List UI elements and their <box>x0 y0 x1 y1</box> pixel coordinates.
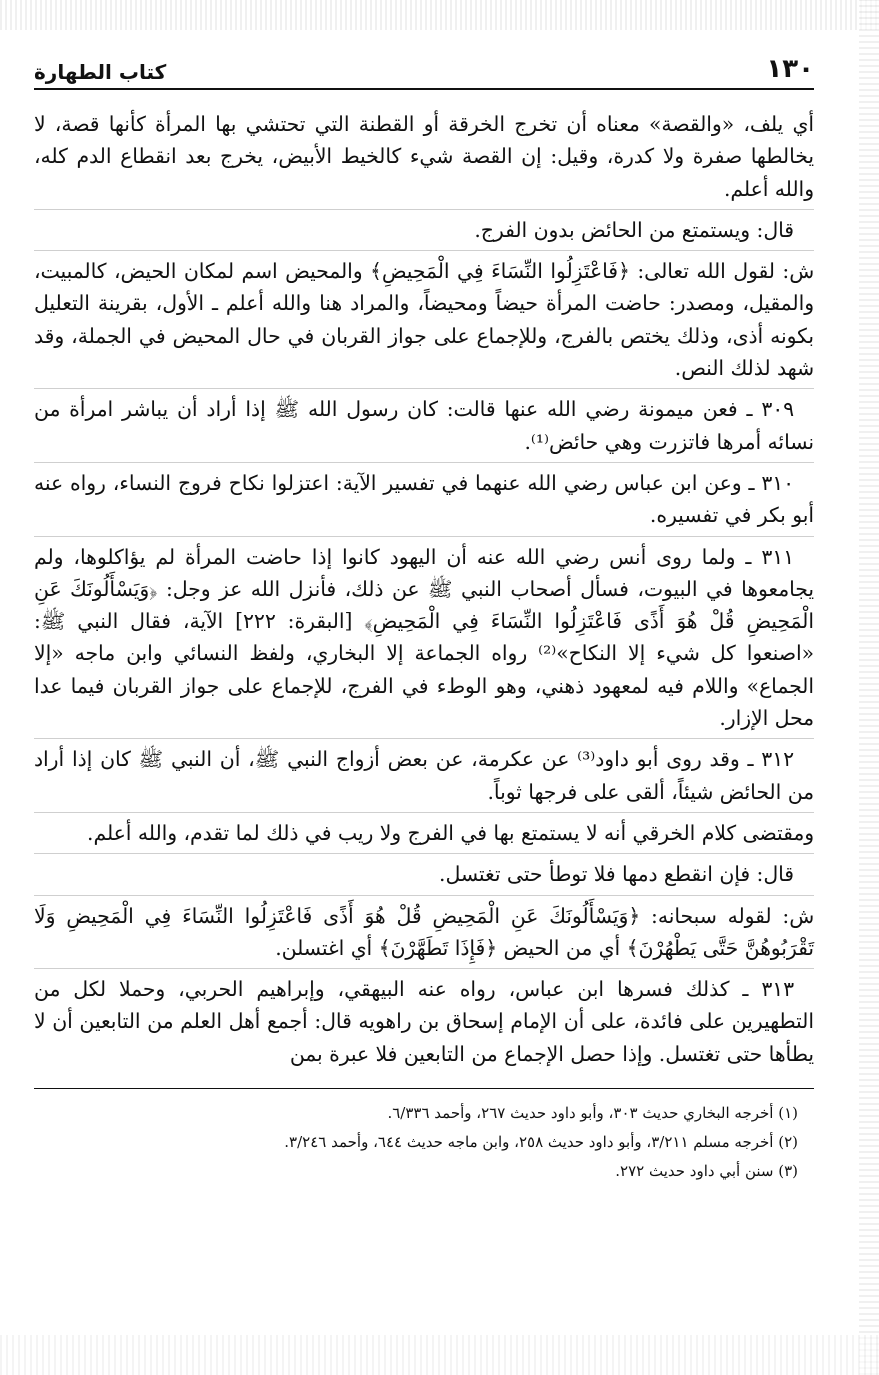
paragraph: قال: ويستمتع من الحائض بدون الفرج. <box>34 209 814 250</box>
page-body <box>34 108 814 1074</box>
paragraph: قال: فإن انقطع دمها فلا توطأ حتى تغتسل. <box>34 853 814 894</box>
footnote: (١) أخرجه البخاري حديث ٣٠٣، وأبو داود حديث ٢٦٧، وأحمد ٦/٣٣٦. <box>387 1104 798 1123</box>
page-number: ١٣٠ <box>766 54 814 84</box>
paragraph: ٣١١ ـ ولما روى أنس رضي الله عنه أن اليهود كانوا إذا حاضت المرأة لم يؤاكلوها، ولم يجامعوها في البيوت، فسأل أصحاب النبي ﷺ عن ذلك، فأنزل الله عز وجل: ﴿وَيَسْأَلُونَكَ عَنِ الْمَحِيضِ قُلْ هُوَ أَذًى فَاعْتَزِلُوا النِّسَاءَ فِي الْمَحِيضِ﴾ [البقرة: ٢٢٢] الآية، فقال النبي ﷺ: «اصنعوا كل شيء إلا النكاح»⁽²⁾ رواه الجماعة إلا البخاري، ولفظ النسائي وابن ماجه «إلا الجماع» واللام فيه لمعهود ذهني، وهو الوطء في الفرج، للإجماع على جواز القربان فيما عدا محل الإزار. <box>34 536 814 739</box>
page-header <box>34 48 814 90</box>
book-title: كتاب الطهارة <box>34 60 167 84</box>
paragraph: ٣٠٩ ـ فعن ميمونة رضي الله عنها قالت: كان رسول الله ﷺ إذا أراد أن يباشر امرأة من نسائه أمرها فاتزرت وهي حائض⁽¹⁾. <box>34 388 814 462</box>
paragraph: ش: لقول الله تعالى: ﴿فَاعْتَزِلُوا النِّسَاءَ فِي الْمَحِيضِ﴾ والمحيض اسم لمكان الحيض، كالمبيت، والمقيل، ومصدر: حاضت المرأة حيضاً ومحيضاً، والمراد هنا والله أعلم ـ الأول، بقرينة التعليل بكونه أذى، وذلك يختص بالفرج، وللإجماع على جواز القربان في حال المحيض في الجملة، وقد شهد لذلك النص. <box>34 250 814 388</box>
scan-noise-top <box>0 0 879 30</box>
paragraph: ٣١٠ ـ وعن ابن عباس رضي الله عنهما في تفسير الآية: اعتزلوا نكاح فروج النساء، رواه عنه أبو بكر في تفسيره. <box>34 462 814 536</box>
footnotes <box>34 1088 814 1186</box>
paragraph: ش: لقوله سبحانه: ﴿وَيَسْأَلُونَكَ عَنِ الْمَحِيضِ قُلْ هُوَ أَذًى فَاعْتَزِلُوا النِّسَاءَ فِي الْمَحِيضِ وَلَا تَقْرَبُوهُنَّ حَتَّى يَطْهُرْنَ﴾ أي من الحيض ﴿فَإِذَا تَطَهَّرْنَ﴾ أي اغتسلن. <box>34 895 814 969</box>
book-page <box>34 48 814 1186</box>
scan-noise-right <box>859 0 879 1375</box>
paragraph: ٣١٢ ـ وقد روى أبو داود⁽³⁾ عن عكرمة، عن بعض أزواج النبي ﷺ، أن النبي ﷺ كان إذا أراد من الحائض شيئاً، ألقى على فرجها ثوباً. <box>34 738 814 812</box>
paragraph: ٣١٣ ـ كذلك فسرها ابن عباس، رواه عنه البيهقي، وإبراهيم الحربي، وحملا لكل من التطهيرين على فائدة، على أن الإمام إسحاق بن راهويه قال: أجمع أهل العلم من التابعين أن لا يطأها حتى تغتسل. وإذا حصل الإجماع من التابعين فلا عبرة بمن <box>34 968 814 1074</box>
footnote: (٢) أخرجه مسلم ٣/٢١١، وأبو داود حديث ٢٥٨، وابن ماجه حديث ٦٤٤، وأحمد ٣/٢٤٦. <box>284 1133 798 1152</box>
paragraph: ومقتضى كلام الخرقي أنه لا يستمتع بها في الفرج ولا ريب في ذلك لما تقدم، والله أعلم. <box>34 812 814 853</box>
footnote: (٣) سنن أبي داود حديث ٢٧٢. <box>615 1162 798 1181</box>
scan-noise-bottom <box>0 1335 879 1375</box>
paragraph: أي يلف، «والقصة» معناه أن تخرج الخرقة أو القطنة التي تحتشي بها المرأة كأنها قصة، لا يخالطها صفرة ولا كدرة، وقيل: إن القصة شيء كالخيط الأبيض، يخرج بعد انقطاع الدم كله، والله أعلم. <box>34 112 814 201</box>
